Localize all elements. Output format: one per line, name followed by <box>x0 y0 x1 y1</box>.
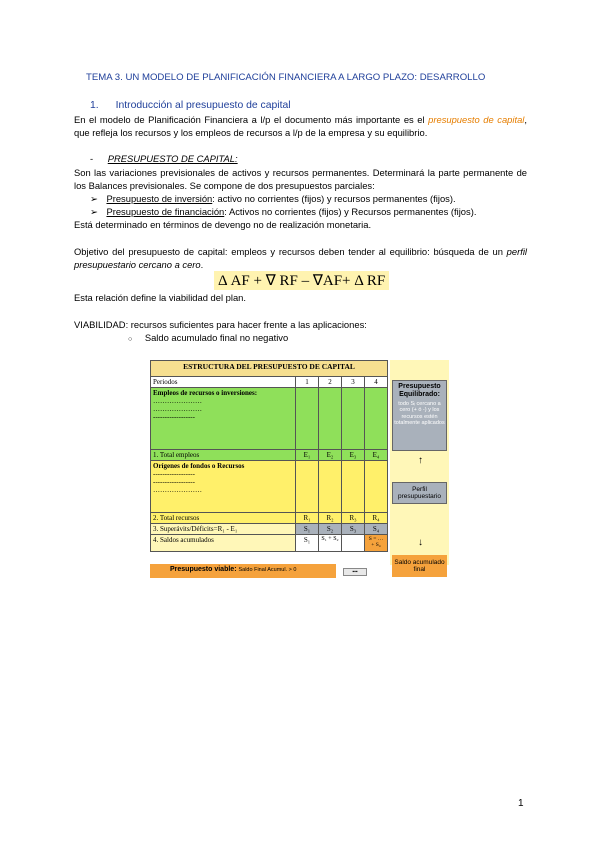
total-uses-label: 1. Total empleos <box>151 450 296 461</box>
total-sources-2: R₂ <box>319 513 342 524</box>
item-label: Presupuesto de financiación <box>106 206 225 217</box>
section-heading <box>90 100 291 111</box>
section-title: Introducción al presupuesto de capital <box>115 100 291 111</box>
total-uses-1: E₁ <box>296 450 319 461</box>
page-title: TEMA 3. UN MODELO DE PLANIFICACIÓN FINANCIERA A LARGO PLAZO: DESARROLLO <box>86 72 486 83</box>
circle-bullet-icon: ○ <box>128 336 133 343</box>
intro-text: En el modelo de Planificación Financiera a l/p el documento más importante es el <box>74 114 429 125</box>
intro-highlight: presupuesto de capital <box>428 114 525 125</box>
objective-text: Objetivo del presupuesto de capital: empleos y recursos deben tender al equilibrio: búsqueda de un <box>74 246 507 257</box>
cumulative-2: S₁ + S₂ <box>319 535 342 552</box>
arrow-down-icon: ↓ <box>418 537 423 548</box>
total-uses-2: E₂ <box>319 450 342 461</box>
period-2: 2 <box>319 377 342 388</box>
profile-box: Perfil presupuestario <box>392 482 447 504</box>
total-sources-4: R₄ <box>365 513 388 524</box>
total-uses-3: E₃ <box>342 450 365 461</box>
surplus-2: S₂ <box>319 524 342 535</box>
sources-section <box>151 461 296 513</box>
cumulative-label: 4. Saldos acumulados <box>151 535 296 552</box>
viability-sub-text: Saldo acumulado final no negativo <box>144 332 289 343</box>
objective-paragraph <box>74 245 527 271</box>
final-balance-box: Saldo acumulado final <box>392 555 447 577</box>
intro-paragraph <box>74 113 527 139</box>
formula: Δ AF + ∇ RF – ∇AF+ Δ RF <box>214 271 389 290</box>
period-3: 3 <box>342 377 365 388</box>
surplus-label: 3. Superávits/Déficits=R₁ - E₁ <box>151 524 296 535</box>
total-sources-label: 2. Total recursos <box>151 513 296 524</box>
uses-dots-2: ………………… <box>153 405 202 413</box>
viability-sub <box>128 332 288 343</box>
cumulative-4: S = … + S₄ <box>365 535 388 552</box>
uses-dashes: ------------------ <box>153 413 195 421</box>
budget-note: Está determinado en términos de devengo no de realización monetaria. <box>74 219 372 230</box>
capital-budget-table <box>150 360 388 552</box>
objective-end: . <box>200 259 204 270</box>
uses-heading: Empleos de recursos o inversiones: <box>153 389 258 397</box>
viability-label: VIABILIDAD <box>74 319 126 330</box>
viable-budget-banner <box>150 564 336 578</box>
balanced-budget-title: Presupuesto Equilibrado: <box>398 383 441 399</box>
sources-dashes-1: ------------------ <box>153 470 195 478</box>
item-text: : Activos no corrientes (fijos) y Recursos permanentes (fijos). <box>224 206 477 217</box>
budget-heading: PRESUPUESTO DE CAPITAL: <box>107 153 238 164</box>
viability-statement: Esta relación define la viabilidad del plan. <box>74 292 246 303</box>
total-uses-4: E₄ <box>365 450 388 461</box>
section-number: 1. <box>90 100 99 111</box>
budget-item-financing <box>90 206 476 218</box>
total-sources-3: R₃ <box>342 513 365 524</box>
total-sources-1: R₁ <box>296 513 319 524</box>
uses-section <box>151 388 296 450</box>
balanced-budget-box <box>392 380 447 451</box>
cumulative-1: S₁ <box>296 535 319 552</box>
arrow-icon: ➢ <box>90 206 98 217</box>
balanced-budget-text: todo Sᵢ cercano a cero (+ ó -) y los recursos estén totalmente aplicados <box>394 401 445 427</box>
cumulative-3 <box>342 535 365 552</box>
sources-heading: Orígenes de fondos o Recursos <box>153 462 245 470</box>
item-text: : activo no corrientes (fijos) y recursos permanentes (fijos). <box>212 193 456 204</box>
intro-text-end: , que refleja los recursos y los empleos de recursos a l/p de la empresa y su equilibrio. <box>74 114 527 138</box>
page-number: 1 <box>518 798 524 809</box>
sources-dashes-2: ------------------ <box>153 478 195 486</box>
viability-text: : recursos suficientes para hacer frente a las aplicaciones: <box>125 319 367 330</box>
figure-title: ESTRUCTURA DEL PRESUPUESTO DE CAPITAL <box>151 361 388 377</box>
budget-bullet: - <box>90 153 94 164</box>
budget-description: Son las variaciones previsionales de activos y recursos permanentes. Determinará la parte permanente de los Balances previsionales. Se compone de dos presupuestos parciales: <box>74 167 527 191</box>
objective-italic: perfil presupuestario cercano a cero <box>74 246 527 270</box>
surplus-1: S₁ <box>296 524 319 535</box>
banner-label: Presupuesto viable: <box>170 566 237 573</box>
capital-budget-figure <box>150 360 449 578</box>
surplus-3: S₃ <box>342 524 365 535</box>
uses-dots-1: ………………… <box>153 397 202 405</box>
sources-dots: ………………… <box>153 486 202 494</box>
arrow-icon: ➢ <box>90 193 98 204</box>
budget-item-investment <box>90 193 456 205</box>
period-4: 4 <box>365 377 388 388</box>
viability-definition <box>74 319 367 330</box>
period-1: 1 <box>296 377 319 388</box>
budget-heading-line <box>90 153 238 164</box>
logo-mark: ▪▪▪ <box>343 568 367 576</box>
banner-text: Saldo Final Acumul. > 0 <box>238 567 297 573</box>
arrow-up-icon: ↑ <box>418 455 423 466</box>
item-label: Presupuesto de inversión <box>106 193 213 204</box>
surplus-4: S₄ <box>365 524 388 535</box>
periods-label: Periodos <box>151 377 296 388</box>
